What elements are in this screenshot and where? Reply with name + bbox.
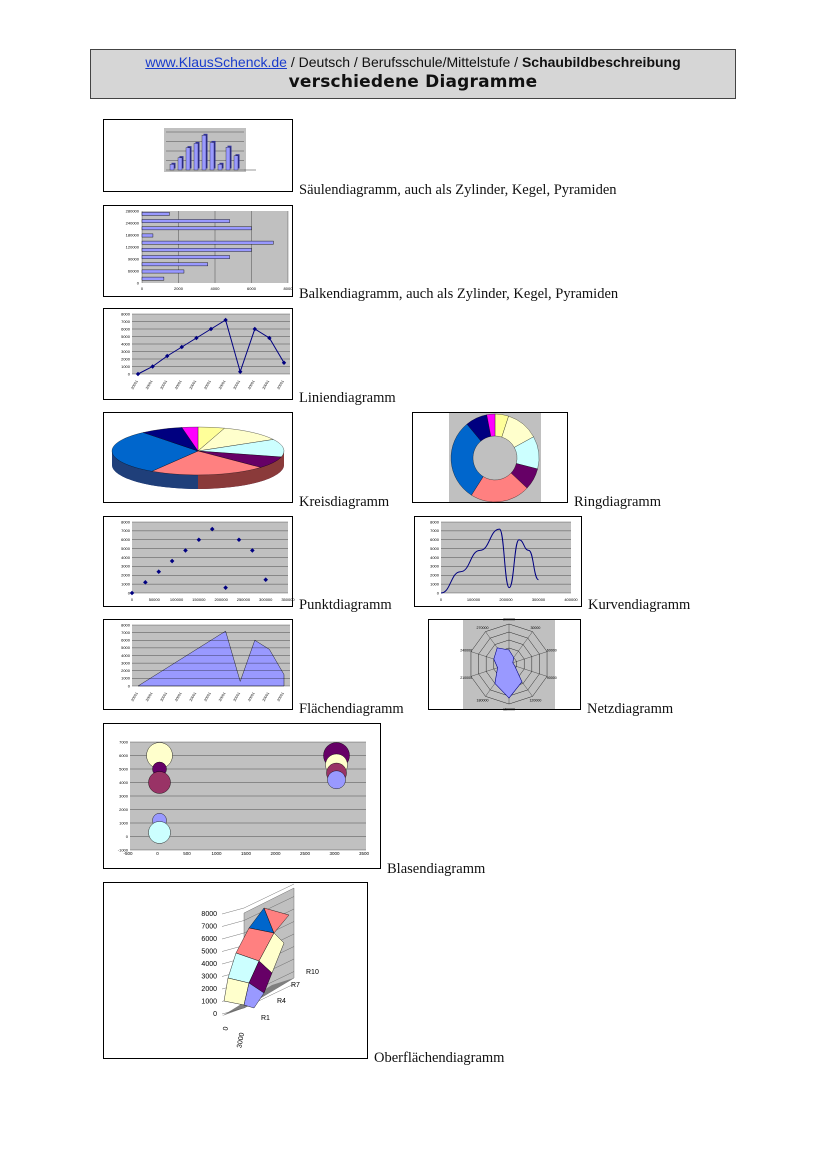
y-tick-label: 90000 [127,256,139,262]
x-tick-label: 6000 [247,286,256,291]
header-breadcrumb [91,54,735,70]
y-tick-label: 8000 [121,311,130,317]
y-tick-label: 2000 [121,572,130,578]
bar [142,248,252,251]
x-tick-label: 500 [183,851,191,856]
x-tick-label: 300000 [259,597,273,602]
x-tick-label: 200000 [499,597,513,602]
radar-label: 180000 [476,698,489,703]
radar-label: 240000 [460,648,473,653]
y-tick-label: 1000 [119,820,128,826]
x-tick-label: 150000 [192,597,206,602]
donut-chart-frame [412,412,568,503]
radar-label: 300000 [503,617,515,622]
bar [186,148,190,170]
line-chart-frame [103,308,293,400]
y-tick-label: 4000 [121,652,130,658]
y-tick-label: 8000 [121,519,130,525]
x-tick-label: 0 [140,286,144,291]
pie-chart-frame [103,412,293,503]
x-tick-label: 20001 [145,691,154,703]
y-tick-label: 60000 [127,268,139,274]
x-tick-label: 20001 [188,379,198,391]
x-tick-label: 4000 [210,286,220,291]
x-tick-label: 20001 [159,379,169,391]
x-tick-label: 20001 [174,691,183,703]
radar-label: 60000 [546,648,557,653]
x-tick-label: 20001 [218,691,227,703]
scatter-chart-caption: Punktdiagramm [299,597,392,613]
y-tick-label: 6000 [121,326,130,332]
x-tick-label: 100000 [466,597,481,602]
y-tick-label: 120000 [125,244,139,250]
bar [226,147,230,170]
y-tick-label: 1000 [201,998,217,1006]
bubble [149,821,171,843]
bubble-chart [104,724,380,868]
radar-label: 90000 [546,676,557,681]
y-tick-label: 2000 [121,668,130,674]
y-tick-label: 2000 [119,806,128,812]
bar [142,241,273,244]
x-tick-label: 2000 [270,851,281,856]
x-tick-label: 2000 [174,286,183,291]
y-tick-label: 4000 [119,779,128,785]
area-chart [104,620,292,709]
y-tick-label: 4000 [201,961,217,968]
y-tick-label: 5000 [121,545,130,551]
y-tick-label: 2000 [121,356,130,362]
bar [142,227,252,230]
surface-chart-frame [103,882,368,1059]
x-tick-label: 20001 [247,691,256,703]
pie-chart-caption: Kreisdiagramm [299,494,390,510]
x-tick-label: 20001 [261,379,271,391]
bar [170,164,174,170]
y-tick-label: 3000 [121,563,130,569]
y-tick-label: 1000 [121,363,130,369]
radar-chart [429,617,580,712]
y-tick-label: 280000 [125,208,139,214]
x-tick-label: 2500 [299,851,311,856]
curve-chart [415,517,581,606]
bubble-chart-frame [103,723,381,869]
curve-chart-frame [414,516,582,607]
column-chart-frame [103,119,293,192]
radar-label: 270000 [476,625,489,630]
x-tick-label: 100000 [169,597,184,602]
x-tick-label: 50000 [148,597,160,602]
y-tick-label: 4000 [121,554,130,560]
radar-label: 150000 [503,707,515,712]
radar-label: 30000 [530,625,541,630]
x-tick-label: 0 [222,1026,230,1032]
radar-label: 120000 [529,698,542,703]
x-tick-label: 0 [156,851,159,856]
y-tick-label: 7000 [121,629,130,635]
bar [234,156,238,170]
site-link[interactable]: www.KlausSchenck.de [145,54,287,70]
column-chart-caption: Säulendiagramm, auch als Zylinder, Kegel, Pyramiden [299,182,617,198]
y-tick-label: 6000 [119,752,128,758]
line-chart [104,309,292,399]
y-tick-label: 0 [213,1011,217,1018]
bubble-chart-caption: Blasendiagramm [387,861,486,877]
bar [142,277,164,280]
donut-chart-caption: Ringdiagramm [574,494,661,510]
x-tick-label: 20001 [159,691,169,703]
y-tick-label: 0 [125,833,128,839]
gridline [222,1008,244,1014]
x-tick-label: 20001 [247,379,256,391]
y-tick-label: 0 [127,590,130,596]
pie-chart [104,413,292,502]
y-tick-label: 8000 [430,519,439,525]
gridline [222,933,244,939]
curve-chart-caption: Kurvendiagramm [588,597,691,613]
x-tick-label: 20001 [232,691,242,703]
series-label: R4 [277,998,286,1005]
y-tick-label: 7000 [121,318,130,324]
bar [142,234,153,237]
y-tick-label: 8000 [201,911,217,918]
y-tick-label: 1000 [121,675,130,681]
bar [210,142,214,170]
bar-chart-frame [103,205,293,297]
y-tick-label: 0 [127,371,130,377]
x-tick-label: 3000 [236,1032,246,1049]
x-tick-label: 20001 [203,379,212,391]
donut-chart [413,413,567,502]
y-tick-label: 7000 [201,923,217,931]
x-tick-label: -500 [123,851,133,856]
area-chart-frame [103,619,293,710]
x-tick-label: 20001 [174,379,183,391]
x-tick-label: 8000 [283,286,293,291]
x-tick-label: 20001 [130,379,139,391]
bubble [328,771,346,789]
x-tick-label: 1000 [211,851,222,856]
y-tick-label: 0 [436,590,439,596]
y-tick-label: 5000 [121,333,130,339]
y-tick-label: 3000 [119,793,128,799]
y-tick-label: 3000 [121,660,130,666]
x-tick-label: 350000 [281,597,295,602]
radar-label: 210000 [460,676,473,681]
x-tick-label: 250000 [236,597,251,602]
x-tick-label: 1500 [240,851,252,856]
x-tick-label: 3000 [329,851,340,856]
y-tick-label: 5000 [201,948,217,956]
y-tick-label: 3000 [201,973,217,981]
y-tick-label: 4000 [121,341,130,347]
x-tick-label: 20001 [130,691,139,703]
y-tick-label: 180000 [125,232,139,238]
x-tick-label: 20001 [145,379,154,391]
y-tick-label: 0 [136,280,139,286]
bar [142,270,184,273]
page-title: verschiedene Diagramme [288,72,538,92]
y-tick-label: 8000 [121,622,130,628]
radar-chart-caption: Netzdiagramm [587,701,674,717]
bar [202,135,206,170]
y-tick-label: 6000 [430,537,439,543]
area-chart-caption: Flächendiagramm [299,701,404,717]
series-label: R10 [306,969,319,976]
y-tick-label: 6000 [121,637,130,643]
surface-chart-caption: Oberflächendiagramm [374,1050,505,1066]
y-tick-label: 5000 [121,645,130,651]
y-tick-label: 2000 [201,986,217,993]
x-tick-label: 20001 [232,379,242,391]
y-tick-label: 1000 [430,581,439,587]
y-tick-label: 0 [127,683,130,689]
scatter-chart-frame [103,516,293,607]
y-tick-label: 5000 [119,766,128,772]
y-tick-label: 3000 [121,348,130,354]
x-tick-label: 20001 [218,379,227,391]
bar [178,158,182,170]
series-label: R1 [261,1015,270,1022]
bar [194,143,198,170]
surface-chart [104,883,367,1058]
bar [218,164,222,170]
gridline [222,908,244,914]
x-tick-label: 20001 [203,691,212,703]
y-tick-label: 6000 [121,537,130,543]
header-path: / Deutsch / Berufsschule/Mittelstufe / [286,54,522,70]
document-header [90,49,736,99]
bar [142,219,230,222]
x-tick-label: 300000 [531,597,546,602]
y-tick-label: 4000 [430,554,439,560]
x-tick-label: 20001 [188,691,198,703]
x-tick-label: 400000 [564,597,578,602]
y-tick-label: 3000 [430,563,439,569]
x-tick-label: 200000 [214,597,228,602]
y-tick-label: 6000 [201,936,217,943]
gridline [222,921,244,927]
bar [142,263,208,266]
y-tick-label: 2000 [430,572,439,578]
x-tick-label: 20001 [261,691,271,703]
x-tick-label: 0 [439,597,443,602]
y-tick-label: 1000 [121,581,130,587]
bubble [149,772,171,794]
y-tick-label: -1000 [117,847,128,853]
x-tick-label: 3500 [358,851,370,856]
bar-chart-caption: Balkendiagramm, auch als Zylinder, Kegel, Pyramiden [299,286,619,302]
radar-chart-frame [428,619,581,710]
x-tick-label: 0 [130,597,134,602]
y-tick-label: 7000 [121,528,130,534]
x-tick-label: 20001 [276,379,285,391]
bar [142,255,230,258]
column-chart [104,120,292,191]
header-topic: Schaubildbeschreibung [521,54,681,70]
y-tick-label: 240000 [125,220,139,226]
y-tick-label: 5000 [430,545,439,551]
scatter-chart [104,517,295,606]
y-tick-label: 7000 [119,739,128,745]
bar [142,212,169,215]
x-tick-label: 20001 [276,691,285,703]
y-tick-label: 7000 [430,528,439,534]
series-label: R7 [291,982,300,989]
bar-chart [104,206,292,296]
line-chart-caption: Liniendiagramm [299,390,396,406]
